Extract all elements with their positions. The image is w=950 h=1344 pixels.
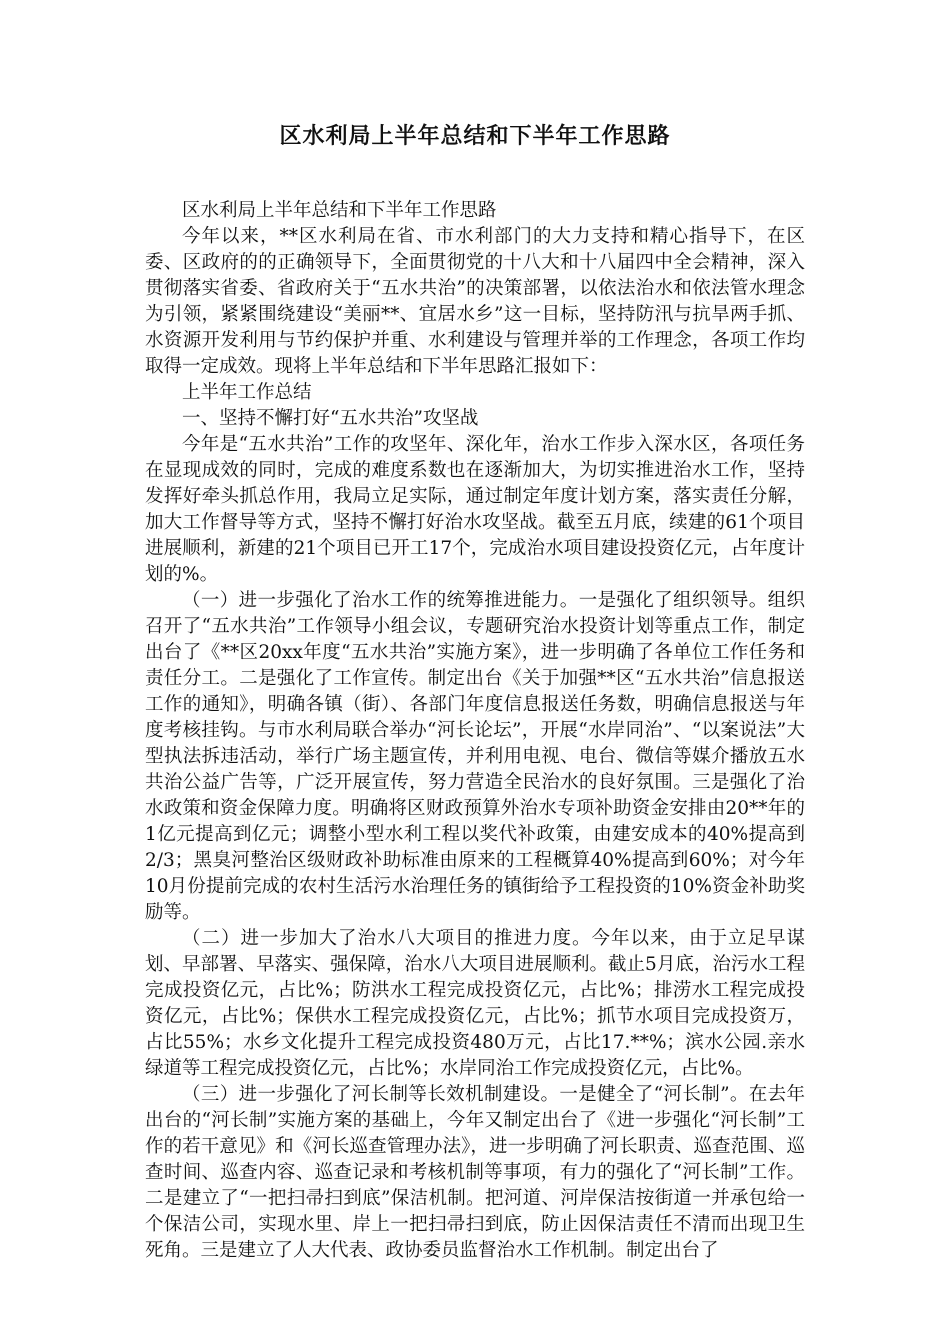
section-heading-summary: 上半年工作总结 [182, 382, 312, 403]
body-paragraph-item-1: （一）进一步强化了治水工作的统筹推进能力。一是强化了组织领导。组织召开了“五水共治”工作领导小组会议，专题研究治水投资计划等重点工作，制定出台了《**区20xx年度“五水共治”实施方案》，进一步明确了各单位工作任务和责任分工。二是强化了工作宣传。制定出台《关于加强**区“五水共治”信息报送工作的通知》，明确各镇（街）、各部门年度信息报送任务数，明确信息报送与年度考核挂钩。与市水利局联合举办“河长论坛”，开展“水岸同治”、“以案说法”大型执法拆违活动，举行广场主题宣传，并利用电视、电台、微信等媒介播放五水共治公益广告等，广泛开展宣传，努力营造全民治水的良好氛围。三是强化了治水政策和资金保障力度。明确将区财政预算外治水专项补助资金安排由20**年的1亿元提高到亿元；调整小型水利工程以奖代补政策，由建安成本的40%提高到2/3；黑臭河整治区级财政补助标准由原来的工程概算40%提高到60%；对今年10月份提前完成的农村生活污水治理任务的镇街给予工程投资的10%资金补助奖励等。 [145, 590, 805, 923]
body-paragraph-subtitle: 区水利局上半年总结和下半年工作思路 [182, 200, 497, 221]
body-paragraph-item-3: （三）进一步强化了河长制等长效机制建设。一是健全了“河长制”。在去年出台的“河长制”实施方案的基础上，今年又制定出台了《进一步强化“河长制”工作的若干意见》和《河长巡查管理办法》，进一步明确了河长职责、巡查范围、巡查时间、巡查内容、巡查记录和考核机制等事项，有力的强化了“河长制”工作。二是建立了“一把扫帚扫到底”保洁机制。把河道、河岸保洁按街道一并承包给一个保洁公司，实现水里、岸上一把扫帚扫到底，防止因保洁责任不清而出现卫生死角。三是建立了人大代表、政协委员监督治水工作机制。制定出台了 [145, 1084, 805, 1261]
section-heading-one: 一、坚持不懈打好“五水共治”攻坚战 [182, 408, 479, 429]
body-paragraph-item-2: （二）进一步加大了治水八大项目的推进力度。今年以来，由于立足早谋划、早部署、早落实、强保障，治水八大项目进展顺利。截止5月底，治污水工程完成投资亿元，占比%；防洪水工程完成投资亿元，占比%；排涝水工程完成投资亿元，占比%；保供水工程完成投资亿元，占比%；抓节水项目完成投资万，占比55%；水乡文化提升工程完成投资480万元，占比17.**%；滨水公园.亲水绿道等工程完成投资亿元，占比%；水岸同治工作完成投资亿元，占比%。 [145, 928, 805, 1079]
body-paragraph-overview: 今年是“五水共治”工作的攻坚年、深化年，治水工作步入深水区，各项任务在显现成效的同时，完成的难度系数也在逐渐加大，为切实推进治水工作，坚持发挥好牵头抓总作用，我局立足实际，通过制定年度计划方案，落实责任分解，加大工作督导等方式，坚持不懈打好治水攻坚战。截至五月底，续建的61个项目进展顺利，新建的21个项目已开工17个，完成治水项目建设投资亿元，占年度计划的%。 [145, 434, 805, 585]
document-body [145, 198, 805, 1264]
document-title: 区水利局上半年总结和下半年工作思路 [279, 124, 671, 149]
body-paragraph-intro: 今年以来，**区水利局在省、市水利部门的大力支持和精心指导下，在区委、区政府的的正确领导下，全面贯彻党的十八大和十八届四中全会精神，深入贯彻落实省委、省政府关于“五水共治”的决策部署，以依法治水和依法管水理念为引领，紧紧围绕建设“美丽**、宜居水乡”这一目标，坚持防汛与抗旱两手抓、水资源开发利用与节约保护并重、水利建设与管理并举的工作理念，各项工作均取得一定成效。现将上半年总结和下半年思路汇报如下： [145, 226, 805, 377]
